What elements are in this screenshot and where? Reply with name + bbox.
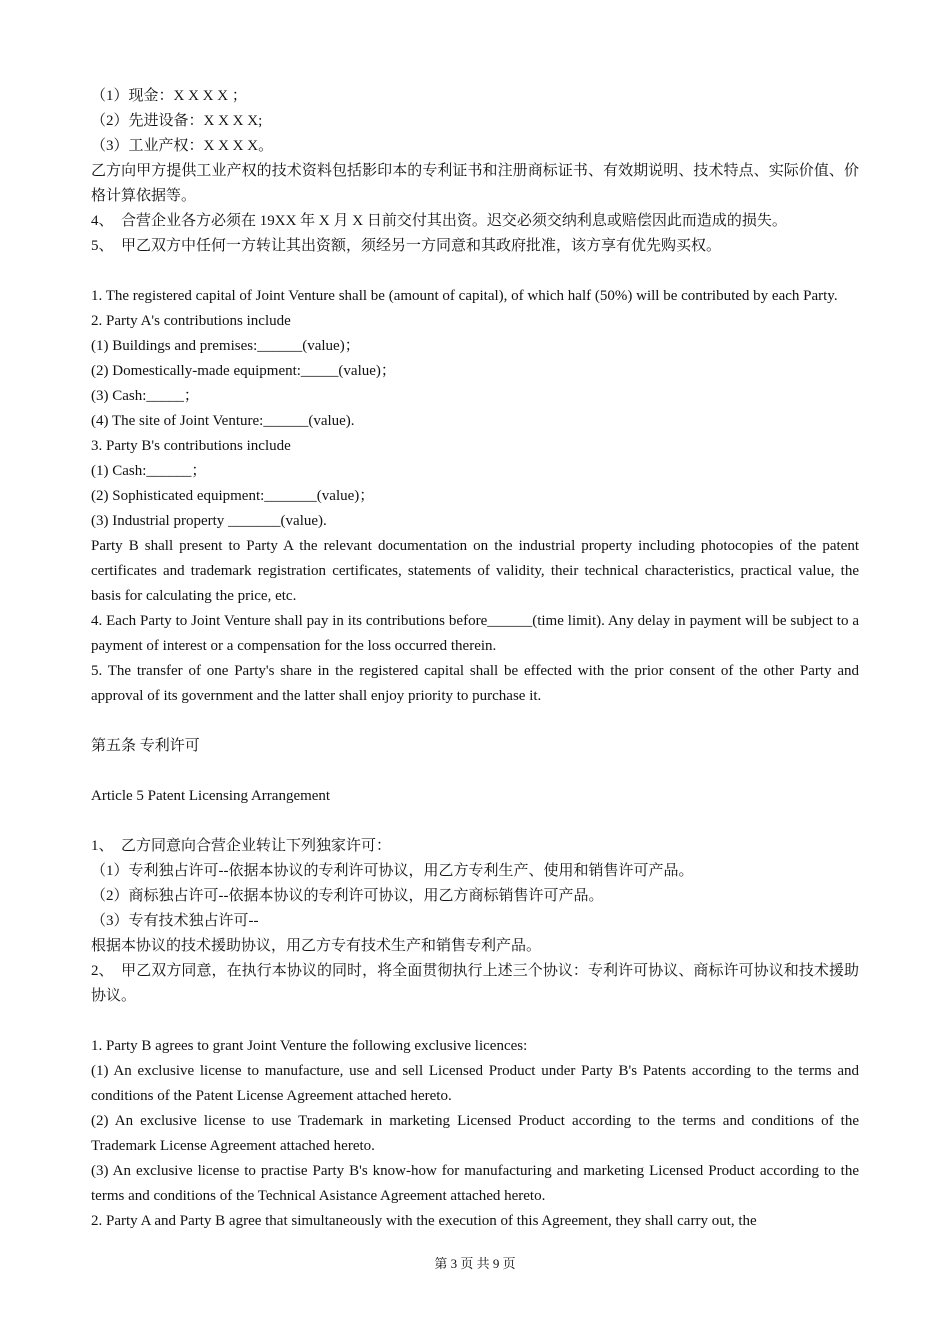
zh-license-intro: 1、 乙方同意向合营企业转让下列独家许可：: [91, 838, 392, 854]
zh-trademark-license-item: （2）商标独占许可--依据本协议的专利许可协议，用乙方商标销售许可产品。: [91, 888, 604, 904]
en-party-b-item-3: (3) Industrial property _______(value).: [91, 513, 327, 529]
zh-equipment-line: （2）先进设备：X X X X;: [91, 113, 263, 129]
zh-cash-line: （1）现金：X X X X ；: [91, 88, 247, 104]
spacer: [91, 1009, 859, 1034]
en-trademark-license-item: (2) An exclusive license to use Trademark in marketing Licensed Product according to the terms and conditions of the Trademark License Agreement attached hereto.: [91, 1113, 859, 1154]
en-documentation-paragraph: Party B shall present to Party A the relevant documentation on the industrial property including photocopies of the patent certificates and trademark registration certificates, statements of validity, their technical characteristics, practical value, the basis for calculating the price, etc.: [91, 538, 859, 604]
en-party-a-item-3: (3) Cash:_____；: [91, 388, 199, 404]
zh-knowhow-license-detail: 根据本协议的技术援助协议，用乙方专有技术生产和销售专利产品。: [91, 938, 542, 954]
en-article-heading: Article 5 Patent Licensing Arrangement: [91, 788, 331, 804]
zh-payment-deadline-paragraph: 4、 合营企业各方必须在 19XX 年 X 月 X 日前交付其出资。迟交必须交纳利息或赔偿因此而造成的损失。: [91, 213, 787, 229]
en-party-b-heading: 3. Party B's contributions include: [91, 438, 291, 454]
en-party-a-item-1: (1) Buildings and premises:______(value)；: [91, 338, 360, 354]
zh-article-heading: 第五条 专利许可: [91, 738, 200, 754]
spacer: [91, 709, 859, 734]
zh-documentation-paragraph: 乙方向甲方提供工业产权的技术资料包括影印本的专利证书和注册商标证书、有效期说明、技术特点、实际价值、价格计算依据等。: [91, 163, 859, 204]
en-license-intro: 1. Party B agrees to grant Joint Venture the following exclusive licences:: [91, 1038, 528, 1054]
spacer: [91, 259, 859, 284]
zh-knowhow-license-item: （3）专有技术独占许可--: [91, 913, 259, 929]
spacer: [91, 809, 859, 834]
en-party-a-heading: 2. Party A's contributions include: [91, 313, 291, 329]
en-party-a-item-2: (2) Domestically-made equipment:_____(value)；: [91, 363, 396, 379]
zh-industrial-property-line: （3）工业产权：X X X X。: [91, 138, 274, 154]
en-party-b-item-1: (1) Cash:______；: [91, 463, 207, 479]
en-party-a-item-4: (4) The site of Joint Venture:______(value).: [91, 413, 355, 429]
en-party-b-item-2: (2) Sophisticated equipment:_______(value)；: [91, 488, 375, 504]
zh-agreements-paragraph: 2、 甲乙双方同意，在执行本协议的同时，将全面贯彻执行上述三个协议：专利许可协议、商标许可协议和技术援助协议。: [91, 963, 859, 1004]
en-patent-license-item: (1) An exclusive license to manufacture, use and sell Licensed Product under Party B's Patents according to the terms and conditions of the Patent License Agreement attached hereto.: [91, 1063, 859, 1104]
page-number-footer: 第 3 页 共 9 页: [434, 1256, 516, 1271]
en-registered-capital-paragraph: 1. The registered capital of Joint Venture shall be (amount of capital), of which half (50%) will be contributed by each Party.: [91, 288, 838, 304]
spacer: [91, 759, 859, 784]
zh-patent-license-item: （1）专利独占许可--依据本协议的专利许可协议，用乙方专利生产、使用和销售许可产品。: [91, 863, 694, 879]
en-knowhow-license-item: (3) An exclusive license to practise Party B's know-how for manufacturing and marketing Licensed Product according to the terms and conditions of the Technical Asistance Agreement attached hereto.: [91, 1163, 859, 1204]
en-payment-deadline-paragraph: 4. Each Party to Joint Venture shall pay in its contributions before______(time limit). Any delay in payment will be subject to a payment of interest or a compensation for the loss occurred therein.: [91, 613, 859, 654]
en-agreements-paragraph: 2. Party A and Party B agree that simultaneously with the execution of this Agreement, they shall carry out, the: [91, 1213, 757, 1229]
en-transfer-paragraph: 5. The transfer of one Party's share in the registered capital shall be effected with the prior consent of the other Party and approval of its government and the latter shall enjoy priority to purchase it.: [91, 663, 859, 704]
document-body: [91, 84, 859, 1234]
zh-transfer-paragraph: 5、 甲乙双方中任何一方转让其出资额，须经另一方同意和其政府批准，该方享有优先购买权。: [91, 238, 722, 254]
